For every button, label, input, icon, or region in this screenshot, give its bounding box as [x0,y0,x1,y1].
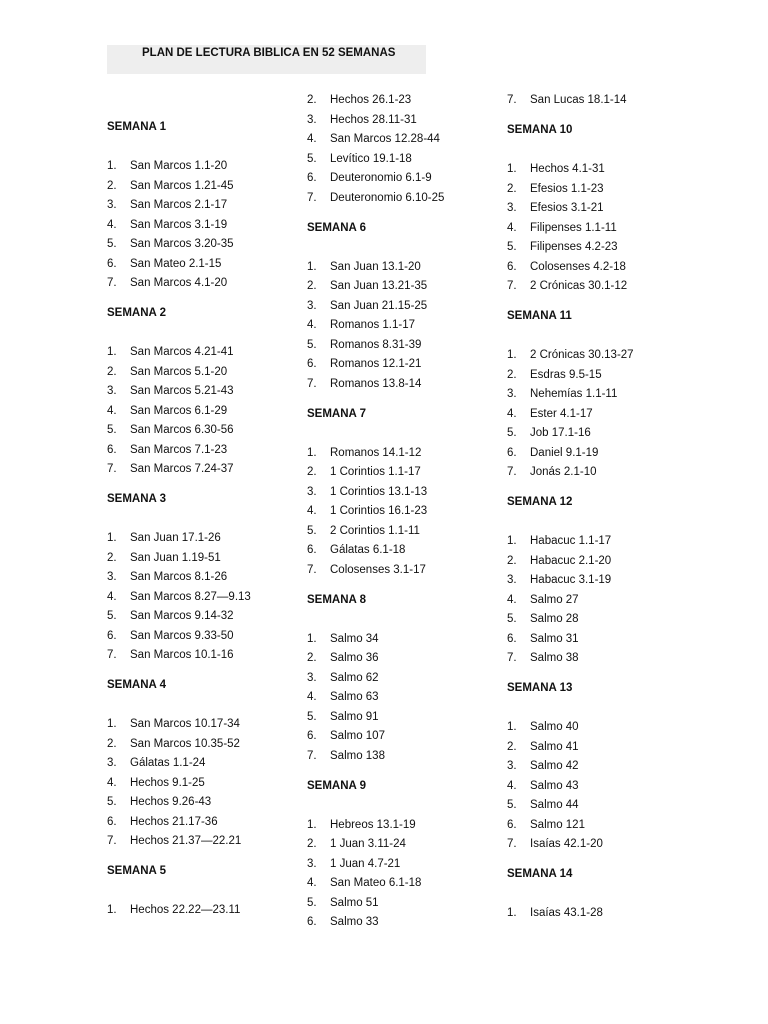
item-passage: Habacuc 2.1-20 [530,554,612,567]
item-passage: Salmo 51 [330,896,379,909]
week-heading: SEMANA 14 [507,868,573,880]
item-number: 1. [307,632,317,645]
item-number: 2. [307,466,317,478]
item-passage: Salmo 121 [530,818,585,831]
item-number: 4. [307,877,317,889]
item-passage: 1 Corintios 1.1-17 [330,466,421,478]
item-number: 2. [107,365,117,378]
item-passage: San Marcos 1.1-20 [130,160,228,172]
item-passage: San Marcos 8.27—9.13 [130,590,251,603]
item-passage: Levítico 19.1-18 [330,152,412,165]
item-number: 2. [507,368,517,381]
item-passage: San Marcos 6.30-56 [130,424,234,436]
item-passage: San Marcos 6.1-29 [130,404,228,417]
item-number: 7. [507,838,517,850]
item-number: 1. [307,446,317,459]
item-passage: Ester 4.1-17 [530,407,593,420]
item-passage: San Marcos 7.1-23 [130,443,228,456]
item-passage: Hechos 28.11-31 [330,113,417,126]
item-number: 7. [307,191,317,204]
item-number: 2. [507,740,517,753]
item-passage: Esdras 9.5-15 [530,368,602,381]
week-heading: SEMANA 8 [307,593,366,606]
item-number: 7. [107,649,117,661]
item-number: 7. [107,277,117,289]
item-passage: Deuteronomio 6.1-9 [330,172,432,184]
item-number: 1. [107,718,117,730]
item-number: 6. [307,544,317,556]
item-passage: 1 Juan 3.11-24 [330,838,406,850]
item-passage: Salmo 43 [530,779,579,792]
item-passage: Salmo 40 [530,721,579,733]
item-number: 1. [507,907,517,919]
item-number: 3. [307,113,317,126]
title-banner [107,45,426,74]
item-number: 3. [107,571,117,583]
item-number: 5. [107,796,117,808]
item-number: 7. [107,463,117,475]
item-number: 5. [307,524,317,537]
item-number: 7. [307,377,317,390]
item-number: 5. [307,896,317,909]
item-passage: San Marcos 12.28-44 [330,133,440,145]
item-number: 1. [307,260,317,273]
item-number: 6. [507,446,517,459]
item-number: 2. [507,554,517,567]
item-passage: Hechos 22.22—23.11 [130,904,241,916]
item-number: 1. [107,532,117,544]
item-number: 2. [307,280,317,292]
item-passage: Jonás 2.1-10 [530,466,597,478]
item-passage: Gálatas 1.1-24 [130,757,206,769]
item-passage: San Marcos 3.1-19 [130,218,228,231]
item-number: 4. [307,319,317,331]
item-number: 4. [107,218,117,231]
item-number: 4. [507,407,517,420]
item-number: 1. [307,818,317,831]
item-number: 3. [107,757,117,769]
item-number: 2. [507,182,517,195]
item-passage: Colosenses 3.1-17 [330,563,426,576]
item-passage: Salmo 91 [330,710,379,723]
item-number: 5. [107,610,117,622]
item-number: 6. [107,257,117,270]
item-passage: Hebreos 13.1-19 [330,818,416,831]
item-number: 4. [307,691,317,703]
item-number: 1. [507,349,517,361]
item-passage: Nehemías 1.1-11 [530,388,618,400]
week-heading: SEMANA 13 [507,682,573,694]
item-number: 4. [107,404,117,417]
item-passage: Salmo 62 [330,671,379,684]
item-number: 1. [107,160,117,172]
item-number: 6. [107,443,117,456]
item-passage: Salmo 34 [330,632,379,645]
item-passage: San Marcos 10.17-34 [130,718,240,730]
item-number: 4. [307,133,317,145]
item-passage: Habacuc 1.1-17 [530,535,612,547]
item-number: 3. [507,574,517,586]
item-passage: San Marcos 3.20-35 [130,238,234,250]
item-passage: San Marcos 10.1-16 [130,649,234,661]
item-number: 7. [107,835,117,847]
item-number: 3. [307,299,317,312]
week-heading: SEMANA 2 [107,307,166,319]
item-number: 4. [507,593,517,606]
item-passage: San Mateo 6.1-18 [330,877,422,889]
item-passage: San Juan 21.15-25 [330,299,428,312]
item-number: 5. [307,710,317,723]
item-passage: San Juan 13.1-20 [330,260,421,273]
item-passage: Daniel 9.1-19 [530,446,599,459]
item-number: 7. [507,466,517,478]
item-number: 5. [307,152,317,165]
item-number: 7. [307,563,317,576]
item-passage: Hechos 21.17-36 [130,815,218,828]
item-passage: Gálatas 6.1-18 [330,544,406,556]
item-passage: Hechos 26.1-23 [330,94,412,106]
item-number: 6. [307,358,317,370]
week-heading: SEMANA 9 [307,779,366,792]
item-passage: Hechos 9.1-25 [130,776,205,789]
item-passage: Job 17.1-16 [530,427,591,439]
item-passage: San Marcos 5.21-43 [130,385,234,397]
item-number: 2. [307,838,317,850]
item-passage: Salmo 138 [330,749,385,762]
item-passage: San Mateo 2.1-15 [130,257,222,270]
item-number: 7. [507,280,517,292]
item-number: 2. [107,737,117,750]
item-passage: Salmo 63 [330,691,379,703]
item-number: 4. [307,505,317,517]
item-passage: San Lucas 18.1-14 [530,94,627,106]
item-passage: Salmo 107 [330,730,385,742]
item-number: 4. [107,776,117,789]
item-number: 6. [107,815,117,828]
item-passage: 2 Crónicas 30.13-27 [530,349,634,361]
item-passage: Filipenses 4.2-23 [530,241,618,253]
item-passage: Romanos 12.1-21 [330,358,422,370]
item-passage: Romanos 14.1-12 [330,446,422,459]
item-number: 6. [307,172,317,184]
item-number: 3. [107,385,117,397]
item-number: 2. [107,179,117,192]
item-number: 1. [507,721,517,733]
item-passage: Hechos 4.1-31 [530,163,605,175]
week-heading: SEMANA 12 [507,496,573,508]
item-passage: San Marcos 4.1-20 [130,277,228,289]
item-number: 3. [507,760,517,772]
item-passage: Salmo 41 [530,740,579,753]
item-number: 3. [107,199,117,211]
item-passage: Efesios 1.1-23 [530,182,604,195]
week-heading: SEMANA 11 [507,310,572,322]
item-number: 3. [307,857,317,870]
week-heading: SEMANA 1 [107,121,166,133]
item-number: 1. [507,163,517,175]
item-passage: Hechos 9.26-43 [130,796,212,808]
item-number: 5. [507,427,517,439]
item-passage: Isaías 43.1-28 [530,907,603,919]
item-number: 1. [107,904,117,916]
item-number: 6. [507,632,517,645]
item-passage: San Marcos 1.21-45 [130,179,234,192]
item-number: 2. [307,652,317,664]
item-number: 5. [307,338,317,351]
item-number: 3. [307,671,317,684]
item-number: 3. [507,388,517,400]
item-passage: Colosenses 4.2-18 [530,260,626,273]
week-heading: SEMANA 10 [507,124,573,136]
item-passage: San Marcos 9.33-50 [130,629,234,642]
item-passage: Romanos 13.8-14 [330,377,422,390]
item-passage: Deuteronomio 6.10-25 [330,191,445,204]
item-passage: Isaías 42.1-20 [530,838,603,850]
item-passage: San Marcos 2.1-17 [130,199,228,211]
item-passage: San Marcos 10.35-52 [130,737,240,750]
item-number: 6. [307,916,317,928]
item-number: 3. [307,485,317,498]
item-number: 3. [507,202,517,214]
week-heading: SEMANA 7 [307,407,366,420]
item-number: 1. [507,535,517,547]
item-number: 5. [507,613,517,625]
week-heading: SEMANA 4 [107,679,166,691]
item-passage: 2 Crónicas 30.1-12 [530,280,628,292]
item-passage: San Juan 17.1-26 [130,532,221,544]
item-passage: Efesios 3.1-21 [530,202,604,214]
item-number: 5. [107,424,117,436]
item-passage: San Marcos 9.14-32 [130,610,234,622]
item-passage: Hechos 21.37—22.21 [130,835,242,847]
item-passage: San Marcos 8.1-26 [130,571,228,583]
item-passage: Salmo 38 [530,652,579,664]
item-number: 6. [507,260,517,273]
item-passage: Salmo 28 [530,613,579,625]
item-number: 1. [107,346,117,358]
item-passage: San Marcos 7.24-37 [130,463,234,475]
item-passage: San Marcos 5.1-20 [130,365,228,378]
item-passage: Salmo 42 [530,760,579,772]
item-passage: 1 Juan 4.7-21 [330,857,401,870]
item-number: 6. [307,730,317,742]
item-passage: Habacuc 3.1-19 [530,574,612,586]
item-passage: San Marcos 4.21-41 [130,346,234,358]
item-passage: Salmo 36 [330,652,379,664]
item-number: 4. [107,590,117,603]
item-passage: Salmo 33 [330,916,379,928]
item-number: 2. [107,551,117,564]
item-number: 7. [307,749,317,762]
item-passage: Filipenses 1.1-11 [530,221,617,234]
week-heading: SEMANA 5 [107,865,166,877]
page-title: PLAN DE LECTURA BIBLICA EN 52 SEMANAS [142,47,396,59]
item-passage: Salmo 44 [530,799,579,811]
item-number: 2. [307,94,317,106]
item-passage: Romanos 8.31-39 [330,338,422,351]
week-heading: SEMANA 3 [107,493,166,505]
item-passage: Salmo 31 [530,632,579,645]
item-number: 4. [507,779,517,792]
item-number: 7. [507,94,517,106]
item-passage: 1 Corintios 16.1-23 [330,505,428,517]
item-number: 7. [507,652,517,664]
week-heading: SEMANA 6 [307,221,366,234]
item-passage: Romanos 1.1-17 [330,319,416,331]
item-number: 4. [507,221,517,234]
item-number: 6. [507,818,517,831]
item-passage: 2 Corintios 1.1-11 [330,524,420,537]
item-passage: 1 Corintios 13.1-13 [330,485,428,498]
item-number: 5. [507,241,517,253]
item-number: 6. [107,629,117,642]
item-number: 5. [507,799,517,811]
item-passage: Salmo 27 [530,593,579,606]
item-passage: San Juan 13.21-35 [330,280,428,292]
item-passage: San Juan 1.19-51 [130,551,221,564]
item-number: 5. [107,238,117,250]
